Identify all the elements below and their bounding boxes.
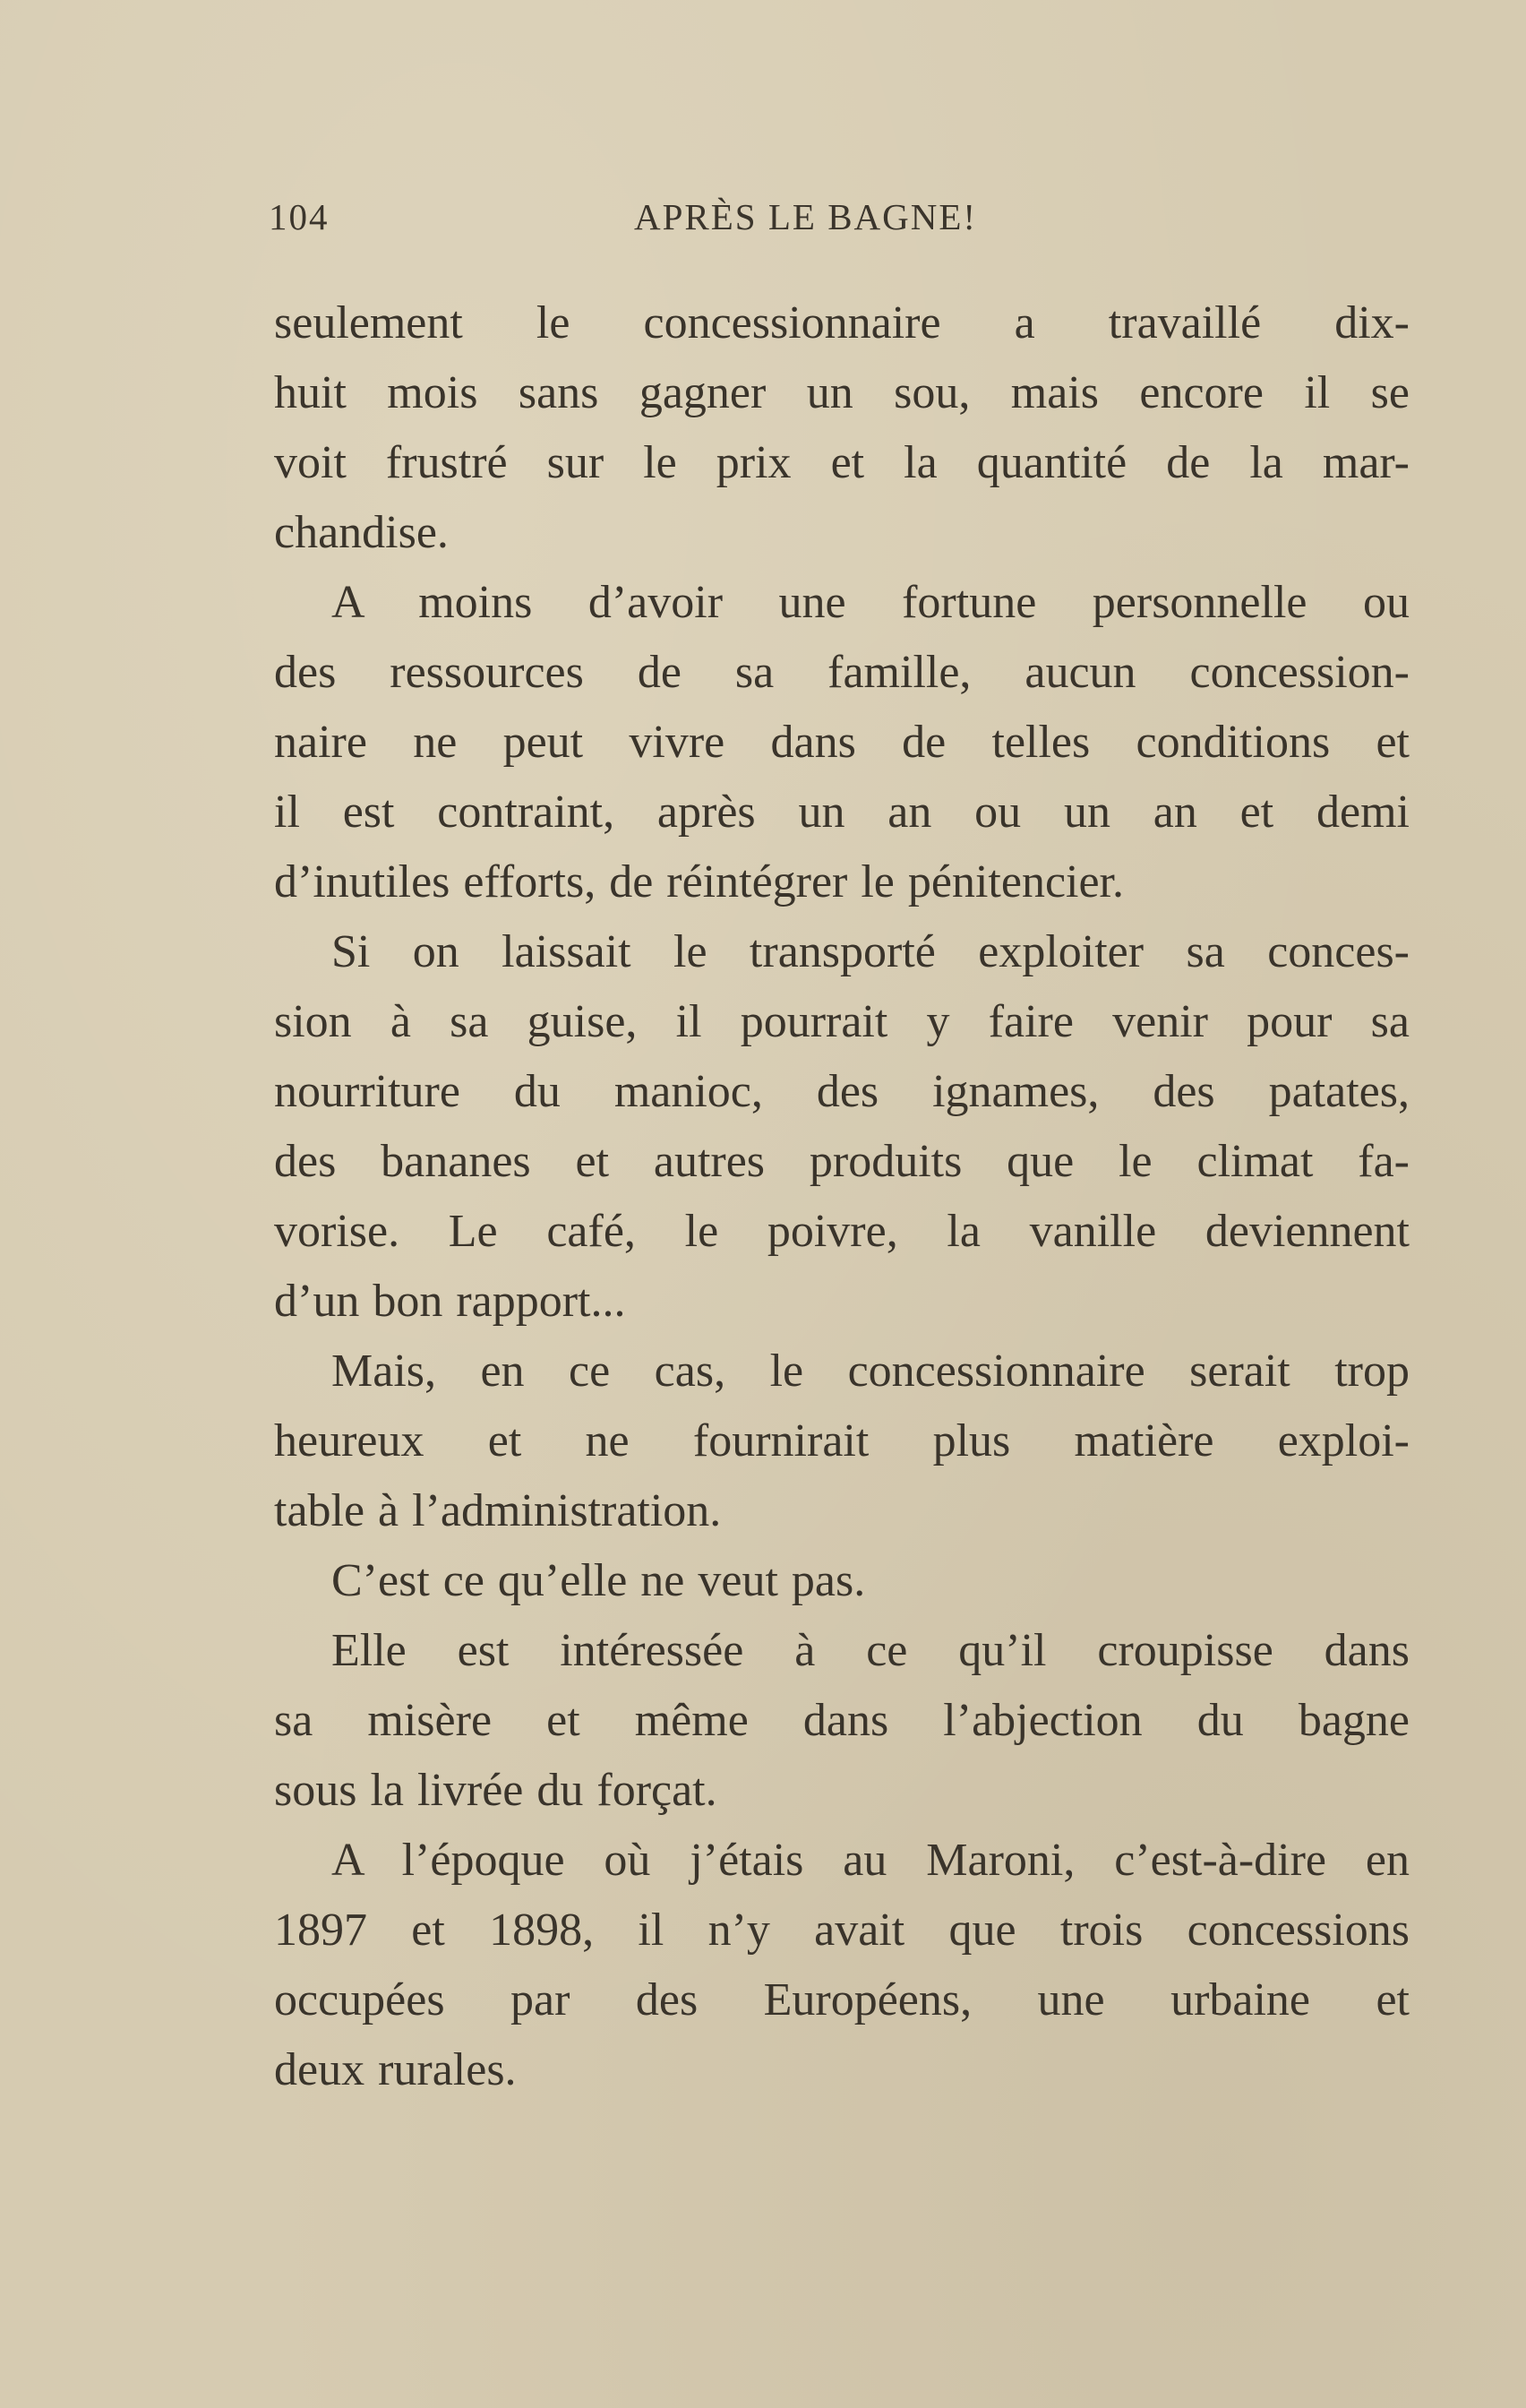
text-line: 1897 et 1898, il n’y avait que trois concessions bbox=[274, 1905, 1410, 1956]
text-line: chandise. bbox=[274, 507, 449, 558]
text-line: A l’époque où j’étais au Maroni, c’est-à-dire en bbox=[331, 1835, 1410, 1886]
text-line: huit mois sans gagner un sou, mais encore il se bbox=[274, 367, 1410, 418]
text-line: Elle est intéressée à ce qu’il croupisse dans bbox=[331, 1625, 1410, 1676]
text-line: occupées par des Européens, une urbaine et bbox=[274, 1974, 1410, 2025]
page-header bbox=[269, 195, 1410, 249]
text-line: sous la livrée du forçat. bbox=[274, 1765, 717, 1816]
text-line: Mais, en ce cas, le concessionnaire serait trop bbox=[331, 1346, 1410, 1397]
text-line: il est contraint, après un an ou un an et demi bbox=[274, 787, 1410, 838]
text-line: des ressources de sa famille, aucun concession- bbox=[274, 647, 1410, 698]
text-line: sion à sa guise, il pourrait y faire venir pour sa bbox=[274, 996, 1410, 1047]
text-line: A moins d’avoir une fortune personnelle ou bbox=[331, 577, 1410, 628]
text-line: des bananes et autres produits que le climat fa- bbox=[274, 1136, 1410, 1187]
text-line: C’est ce qu’elle ne veut pas. bbox=[331, 1555, 866, 1606]
text-line: seulement le concessionnaire a travaillé dix- bbox=[274, 297, 1410, 348]
page-number: 104 bbox=[269, 196, 330, 237]
text-line: nourriture du manioc, des ignames, des patates, bbox=[274, 1066, 1410, 1117]
text-line: vorise. Le café, le poivre, la vanille deviennent bbox=[274, 1206, 1410, 1257]
text-line: d’inutiles efforts, de réintégrer le pénitencier. bbox=[274, 856, 1124, 907]
text-line: voit frustré sur le prix et la quantité de la mar- bbox=[274, 437, 1410, 488]
text-line: table à l’administration. bbox=[274, 1485, 722, 1536]
text-line: deux rurales. bbox=[274, 2044, 517, 2095]
body-text bbox=[274, 288, 1410, 2105]
running-title: APRÈS LE BAGNE! bbox=[634, 196, 978, 237]
text-line: naire ne peut vivre dans de telles conditions et bbox=[274, 717, 1410, 768]
text-line: d’un bon rapport... bbox=[274, 1276, 626, 1327]
text-line: heureux et ne fournirait plus matière exploi- bbox=[274, 1415, 1410, 1466]
text-line: sa misère et même dans l’abjection du bagne bbox=[274, 1695, 1410, 1746]
text-line: Si on laissait le transporté exploiter sa conces- bbox=[331, 926, 1410, 977]
